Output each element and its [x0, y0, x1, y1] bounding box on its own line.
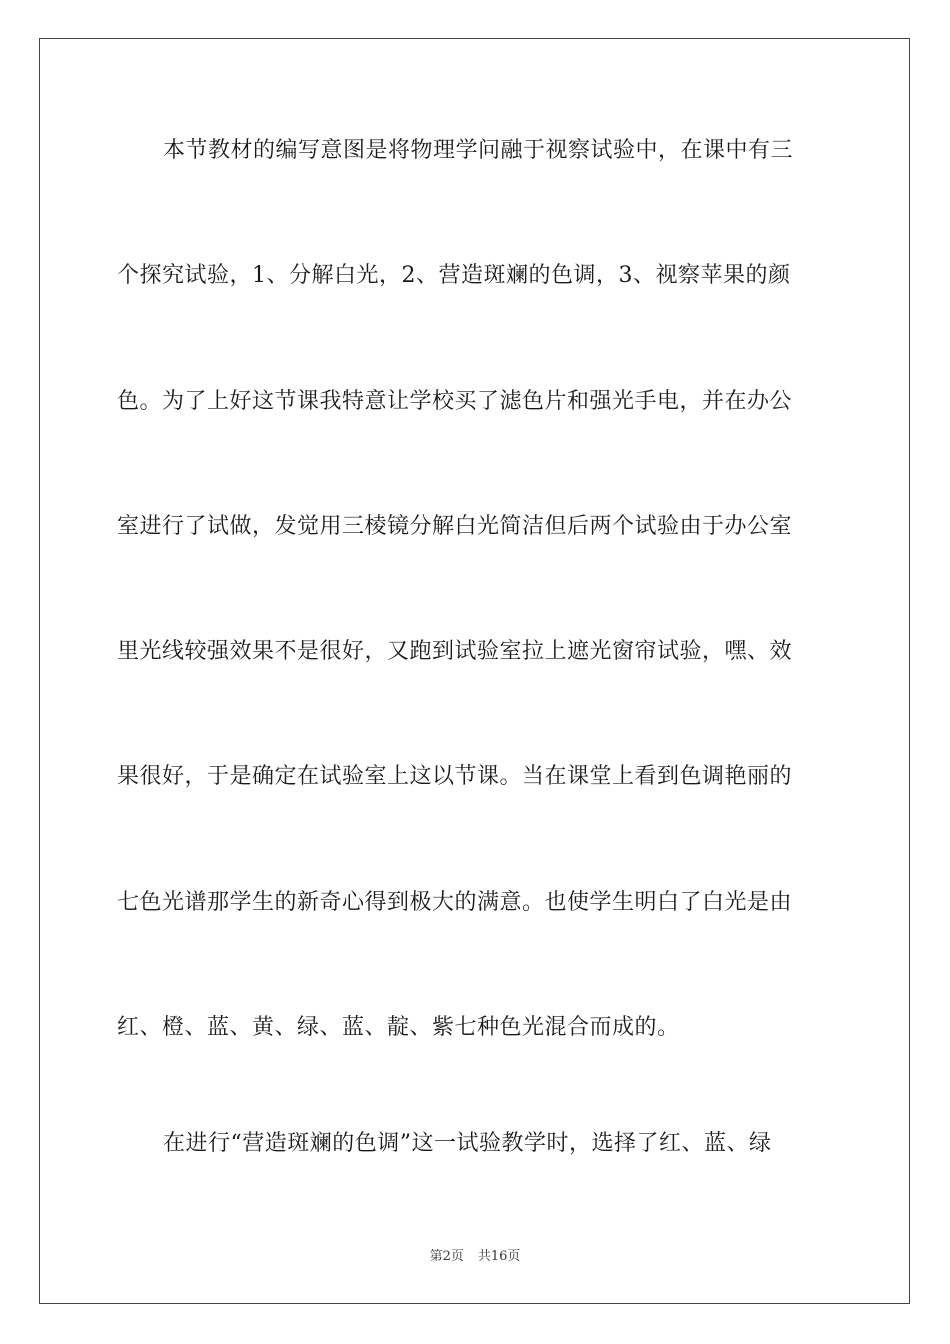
page-footer — [0, 1245, 950, 1264]
page-number: 第2页 — [429, 1249, 464, 1264]
paragraph-line: 色。为了上好这节课我特意让学校买了滤色片和强光手电，并在办公 — [117, 389, 793, 414]
paragraph-line: 本节教材的编写意图是将物理学问融于视察试验中，在课中有三 — [163, 138, 794, 163]
paragraph-line: 在进行“营造斑斓的色调”这一试验教学时，选择了红、蓝、绿 — [163, 1131, 772, 1156]
paragraph-line: 七色光谱那学生的新奇心得到极大的满意。也使学生明白了白光是由 — [117, 890, 793, 915]
paragraph-line: 个探究试验，1、分解白光，2、营造斑斓的色调，3、视察苹果的颜 — [117, 263, 791, 288]
page-border — [39, 38, 910, 1304]
paragraph-line: 里光线较强效果不是很好，又跑到试验室拉上遮光窗帘试验，嘿、效 — [117, 639, 793, 664]
paragraph-line: 室进行了试做，发觉用三棱镜分解白光简洁但后两个试验由于办公室 — [117, 514, 793, 539]
page-total: 共16页 — [477, 1249, 521, 1264]
paragraph-line: 果很好，于是确定在试验室上这以节课。当在课堂上看到色调艳丽的 — [117, 764, 793, 789]
paragraph-line: 红、橙、蓝、黄、绿、蓝、靛、紫七种色光混合而成的。 — [117, 1015, 680, 1040]
